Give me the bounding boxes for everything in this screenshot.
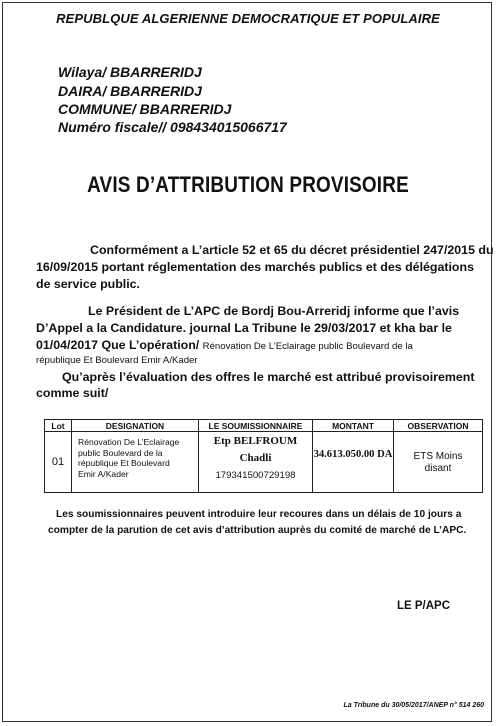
daira-line: DAIRA/ BBARRERIDJ (58, 83, 202, 99)
paragraph-line: comme suit/ (36, 386, 109, 400)
cell-amount: 34.613.050.00 DA (313, 432, 394, 493)
bidder-company: Etp BELFROUM (213, 435, 298, 447)
designation-line: Rénovation De L’Eclairage (78, 437, 180, 447)
header-lot: Lot (45, 420, 72, 432)
operation-label: 01/04/2017 Que L’opération/ (36, 338, 203, 352)
observation-line: ETS Moins (413, 451, 463, 462)
designation-line: public Boulevard de la (78, 447, 163, 458)
header-amount: MONTANT (313, 420, 394, 432)
commune-line: COMMUNE/ BBARRERIDJ (58, 101, 232, 117)
paragraph-line: Le Président de L’APC de Bordj Bou-Arreridj informe que l’avis (88, 304, 460, 318)
republic-header: REPUBLQUE ALGERIENNE DEMOCRATIQUE ET POPULAIRE (56, 11, 440, 26)
paragraph-line: de service public. (36, 277, 140, 291)
table-row (45, 432, 483, 493)
observation-line: disant (424, 463, 452, 474)
paragraph-line: 16/09/2015 portant réglementation des marchés publics et des délégations (36, 260, 474, 274)
paragraph-line: D’Appel a la Candidature. journal La Tribune le 29/03/2017 et kha bar le (36, 321, 452, 335)
wilaya-line: Wilaya/ BBARRERIDJ (58, 64, 202, 80)
header-bidder: LE SOUMISSIONNAIRE (199, 420, 313, 432)
closing-line: Les soumissionnaires peuvent introduire leur recoures dans un délais de 10 jours a (56, 509, 462, 520)
bidder-person: Chadli (239, 452, 272, 464)
cell-bidder (199, 432, 313, 493)
designation-line: république Et Boulevard (78, 458, 170, 468)
header-observation: OBSERVATION (394, 420, 483, 432)
operation-name: Rénovation De L’Eclairage public Boulevard de la (202, 341, 413, 352)
fiscal-number-line: Numéro fiscale// 098434015066717 (58, 119, 287, 135)
paragraph-line: république Et Boulevard Emir A/Kader (36, 355, 198, 366)
notice-title: AVIS D’ATTRIBUTION PROVISOIRE (87, 172, 409, 197)
cell-lot: 01 (45, 432, 72, 493)
header-designation: DESIGNATION (72, 420, 199, 432)
bidder-id: 179341500729198 (215, 470, 296, 481)
cell-designation (72, 432, 199, 493)
signature: LE P/APC (397, 600, 451, 612)
designation-line: Emir A/Kader (78, 468, 129, 479)
closing-line: compter de la parution de cet avis d’attribution auprès du comité de marché de L’APC. (48, 525, 467, 536)
paragraph-line: Qu’après l’évaluation des offres le marché est attribué provisoirement (62, 370, 475, 384)
paragraph-line: Conformément a L’article 52 et 65 du décret présidentiel 247/2015 du (90, 243, 494, 257)
cell-observation (394, 432, 483, 493)
publication-footer: La Tribune du 30/05/2017/ANEP n° 514 260 (343, 702, 484, 709)
table-header-row (45, 420, 483, 432)
award-table (44, 419, 483, 493)
